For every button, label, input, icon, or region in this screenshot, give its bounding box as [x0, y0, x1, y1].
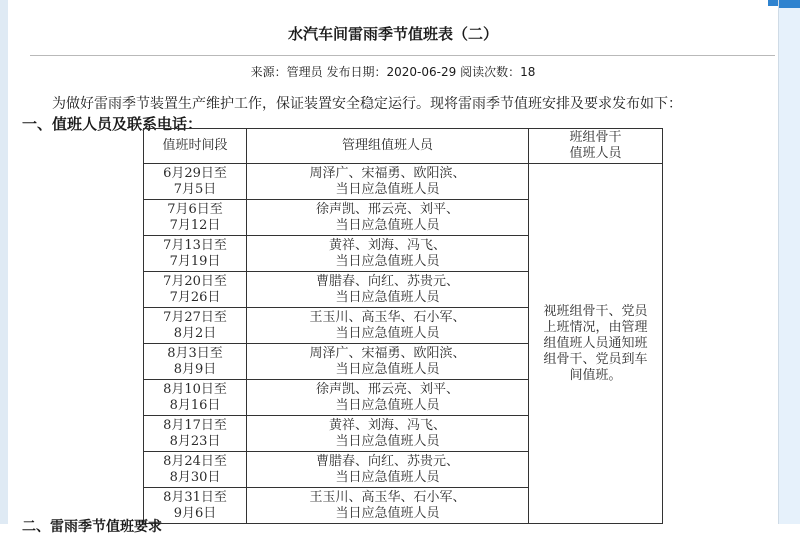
- views-label: 阅读次数：: [460, 65, 521, 79]
- staff-emergency: 当日应急值班人员: [335, 433, 440, 449]
- staff-cell: [247, 164, 529, 200]
- staff-emergency: 当日应急值班人员: [335, 325, 440, 341]
- section-heading-requirements: 二、雷雨季节值班要求: [22, 519, 162, 535]
- corner-accent: [768, 0, 778, 6]
- left-page-edge: [0, 0, 8, 524]
- period-start: 8月3日至: [167, 345, 223, 361]
- period-end: 7月19日: [169, 253, 221, 269]
- backbone-note-line: 上班情况，由管理: [543, 319, 648, 335]
- date-label: 发布日期：: [326, 65, 387, 79]
- header-backbone-line1: 班组骨干: [569, 130, 622, 145]
- table-header-row: [144, 129, 663, 164]
- staff-names: 徐声凯、邢云亮、刘平、: [315, 381, 459, 397]
- staff-cell: [247, 272, 529, 308]
- staff-cell: [247, 308, 529, 344]
- period-cell: [144, 164, 247, 200]
- period-cell: [144, 380, 247, 416]
- header-management: 管理组值班人员: [247, 129, 529, 164]
- backbone-note-cell: [529, 164, 663, 524]
- page-title: 水汽车间雷雨季节值班表（二）: [287, 25, 498, 43]
- staff-emergency: 当日应急值班人员: [335, 217, 440, 233]
- period-start: 7月6日至: [167, 201, 223, 217]
- period-start: 8月17日至: [163, 417, 227, 433]
- period-start: 8月31日至: [163, 489, 227, 505]
- period-end: 9月6日: [173, 505, 217, 521]
- period-end: 7月12日: [169, 217, 221, 233]
- staff-emergency: 当日应急值班人员: [335, 181, 440, 197]
- staff-names: 周泽广、宋福勇、欧阳滨、: [309, 165, 466, 181]
- period-end: 8月9日: [173, 361, 217, 377]
- period-start: 6月29日至: [163, 165, 227, 181]
- period-cell: [144, 308, 247, 344]
- period-end: 8月30日: [169, 469, 221, 485]
- staff-emergency: 当日应急值班人员: [335, 289, 440, 305]
- header-period: 值班时间段: [144, 129, 247, 164]
- period-cell: [144, 452, 247, 488]
- period-cell: [144, 344, 247, 380]
- staff-names: 徐声凯、邢云亮、刘平、: [315, 201, 459, 217]
- staff-emergency: 当日应急值班人员: [335, 469, 440, 485]
- header-backbone: [529, 129, 663, 164]
- staff-cell: [247, 452, 529, 488]
- backbone-note-line: 组骨干、党员到车: [543, 351, 648, 367]
- staff-emergency: 当日应急值班人员: [335, 397, 440, 413]
- backbone-note-line: 视班组骨干、党员: [543, 303, 648, 319]
- staff-names: 王玉川、高玉华、石小军、: [309, 309, 466, 325]
- title-divider: [30, 55, 775, 56]
- period-cell: [144, 272, 247, 308]
- staff-cell: [247, 236, 529, 272]
- source-value: 管理员: [286, 65, 323, 79]
- staff-cell: [247, 416, 529, 452]
- views-value: 18: [520, 65, 536, 79]
- staff-names: 黄祥、刘海、冯飞、: [328, 237, 446, 253]
- staff-names: 周泽广、宋福勇、欧阳滨、: [309, 345, 466, 361]
- table-row: [144, 164, 663, 200]
- staff-names: 曹腊春、向红、苏贵元、: [315, 273, 459, 289]
- backbone-note-line: 间值班。: [569, 367, 622, 383]
- staff-names: 曹腊春、向红、苏贵元、: [315, 453, 459, 469]
- backbone-note-line: 组值班人员通知班: [543, 335, 648, 351]
- staff-names: 王玉川、高玉华、石小军、: [309, 489, 466, 505]
- period-end: 8月2日: [173, 325, 217, 341]
- period-start: 8月10日至: [163, 381, 227, 397]
- period-cell: [144, 416, 247, 452]
- period-start: 7月20日至: [163, 273, 227, 289]
- staff-cell: [247, 488, 529, 524]
- duty-schedule-table: [143, 128, 663, 524]
- staff-emergency: 当日应急值班人员: [335, 505, 440, 521]
- panel-accent-strip: [779, 0, 800, 8]
- period-end: 7月26日: [169, 289, 221, 305]
- article-meta: [8, 63, 778, 80]
- header-backbone-line2: 值班人员: [569, 146, 622, 161]
- staff-cell: [247, 200, 529, 236]
- staff-emergency: 当日应急值班人员: [335, 361, 440, 377]
- section-heading-staff: 一、值班人员及联系电话：: [22, 115, 203, 133]
- period-cell: [144, 236, 247, 272]
- right-side-panel: [778, 0, 800, 524]
- period-end: 7月5日: [173, 181, 217, 197]
- staff-cell: [247, 380, 529, 416]
- period-cell: [144, 200, 247, 236]
- period-end: 8月16日: [169, 397, 221, 413]
- staff-names: 黄祥、刘海、冯飞、: [328, 417, 446, 433]
- period-end: 8月23日: [169, 433, 221, 449]
- staff-emergency: 当日应急值班人员: [335, 253, 440, 269]
- date-value: 2020-06-29: [386, 65, 457, 79]
- source-label: 来源：: [250, 65, 287, 79]
- period-start: 7月13日至: [163, 237, 227, 253]
- staff-cell: [247, 344, 529, 380]
- intro-paragraph: 为做好雷雨季节装置生产维护工作，保证装置安全稳定运行。现将雷雨季节值班安排及要求发布如下：: [52, 96, 682, 112]
- period-start: 8月24日至: [163, 453, 227, 469]
- period-start: 7月27日至: [163, 309, 227, 325]
